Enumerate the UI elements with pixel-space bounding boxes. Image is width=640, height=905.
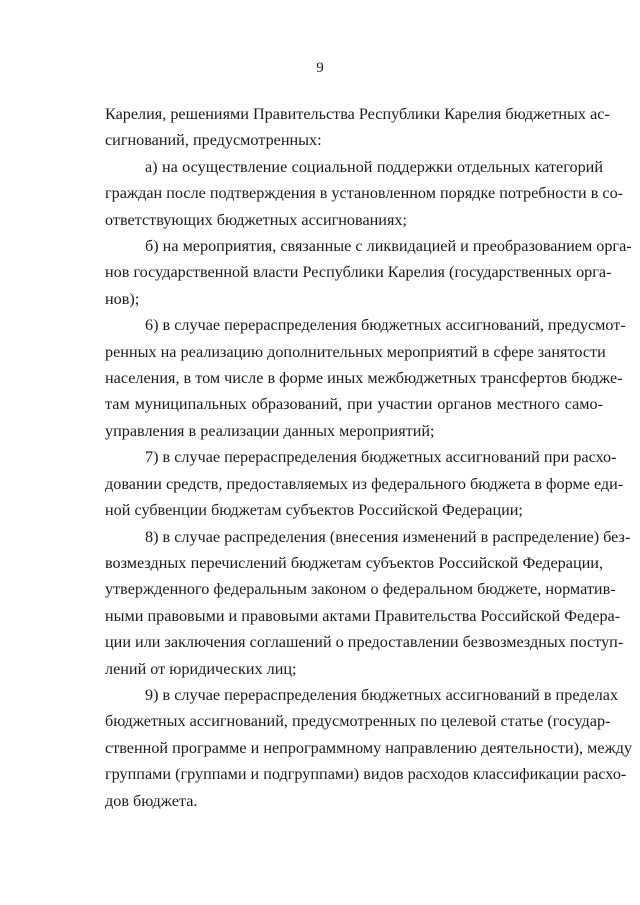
text-line: дов бюджета.	[105, 791, 198, 810]
text-line: 6) в случае перераспределения бюджетных ассигнований, предусмот-	[145, 316, 626, 335]
text-line: Карелия, решениями Правительства Республики Карелия бюджетных ас-	[105, 105, 610, 123]
text-line: там муниципальных образований, при участии органов местного само-	[105, 395, 603, 414]
text-line: группами (группами и подгруппами) видов расходов классификации расхо-	[105, 765, 627, 784]
text-line: ответствующих бюджетных ассигнованиях;	[105, 210, 408, 229]
document-body	[105, 101, 633, 814]
paragraph-item-6	[105, 312, 626, 444]
text-line: граждан после подтверждения в установленном порядке потребности в со-	[105, 184, 624, 203]
text-line: сигнований, предусмотренных:	[105, 131, 322, 150]
text-line: а) на осуществление социальной поддержки отдельных категорий	[145, 157, 603, 176]
paragraph-item-8	[105, 524, 631, 682]
paragraph-item-9	[105, 682, 633, 814]
text-line: управления в реализации данных мероприятий;	[105, 421, 435, 440]
text-line: возмездных перечислений бюджетам субъектов Российской Федерации,	[105, 553, 603, 572]
text-line: ной субвенции бюджетам субъектов Российской Федерации;	[105, 501, 523, 520]
text-line: ными правовыми и правовыми актами Правительства Российской Федера-	[105, 606, 621, 625]
text-line: 9) в случае перераспределения бюджетных ассигнований в пределах	[145, 685, 619, 704]
text-line: бюджетных ассигнований, предусмотренных по целевой статье (государ-	[105, 712, 611, 731]
paragraph-continuation	[105, 101, 610, 154]
text-line: б) на мероприятия, связанные с ликвидацией и преобразованием орга-	[145, 237, 632, 256]
text-line: ственной программе и непрограммному направлению деятельности), между	[105, 738, 633, 757]
text-line: довании средств, предоставляемых из федерального бюджета в форме еди-	[105, 474, 624, 493]
text-line: нов государственной власти Республики Карелия (государственных орга-	[105, 263, 612, 282]
paragraph-item-a	[105, 154, 624, 233]
text-line: 7) в случае перераспределения бюджетных ассигнований при расхо-	[145, 448, 617, 467]
text-line: лений от юридических лиц;	[105, 659, 297, 678]
paragraph-item-b	[105, 233, 632, 312]
text-line: ренных на реализацию дополнительных мероприятий в сфере занятости	[105, 342, 606, 361]
text-line: нов);	[105, 289, 140, 308]
paragraph-item-7	[105, 444, 624, 523]
text-line: утвержденного федеральным законом о федеральном бюджете, норматив-	[105, 580, 616, 599]
text-line: 8) в случае распределения (внесения изменений в распределение) без-	[145, 527, 631, 546]
text-line: населения, в том числе в форме иных межбюджетных трансфертов бюдже-	[105, 369, 623, 388]
page-number: 9	[316, 60, 324, 76]
text-line: ции или заключения соглашений о предоставлении безвозмездных поступ-	[105, 633, 624, 652]
